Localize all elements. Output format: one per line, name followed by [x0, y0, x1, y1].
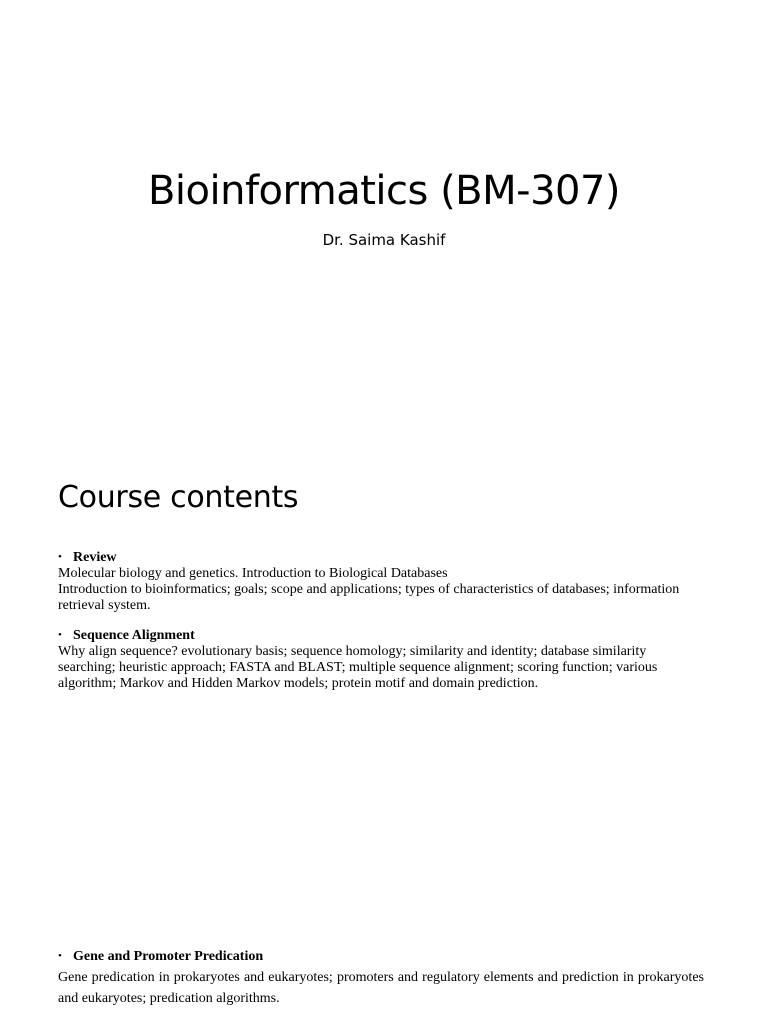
topic-heading	[58, 549, 704, 566]
topic-description-line: algorithm; Markov and Hidden Markov models; protein motif and domain prediction.	[58, 676, 539, 691]
author-name: Dr. Saima Kashif	[322, 231, 446, 249]
bullet-icon: •	[58, 629, 62, 641]
topic-heading	[58, 627, 704, 644]
bullet-icon: •	[58, 551, 62, 563]
topic-heading-text: Gene and Promoter Predication	[73, 949, 264, 964]
topic-description-line: searching; heuristic approach; FASTA and BLAST; multiple sequence alignment; scoring function; various	[58, 660, 658, 675]
course-contents-slide	[0, 440, 768, 1024]
bullet-icon: •	[58, 950, 62, 962]
topic-heading-text: Sequence Alignment	[73, 628, 195, 643]
topic-heading	[58, 948, 704, 965]
course-contents-heading: Course contents	[58, 480, 299, 515]
topic-description-line: Introduction to bioinformatics; goals; scope and applications; types of characteristics of databases; information	[58, 582, 680, 597]
page-title: Bioinformatics (BM-307)	[147, 168, 621, 214]
topic-description-line: Why align sequence? evolutionary basis; sequence homology; similarity and identity; database similarity	[58, 644, 647, 659]
topic-heading-text: Review	[73, 550, 117, 565]
topic-description-line: Molecular biology and genetics. Introduction to Biological Databases	[58, 566, 448, 581]
topic-review	[58, 549, 704, 614]
topic-description-line: retrieval system.	[58, 598, 151, 613]
topic-sequence-alignment	[58, 627, 704, 692]
topic-gene-promoter-predication	[58, 948, 704, 1009]
topic-description: Gene predication in prokaryotes and eukaryotes; promoters and regulatory elements and prediction in prokaryotes and eukaryotes; predication algorithms.	[58, 970, 704, 1006]
title-slide	[0, 0, 768, 440]
